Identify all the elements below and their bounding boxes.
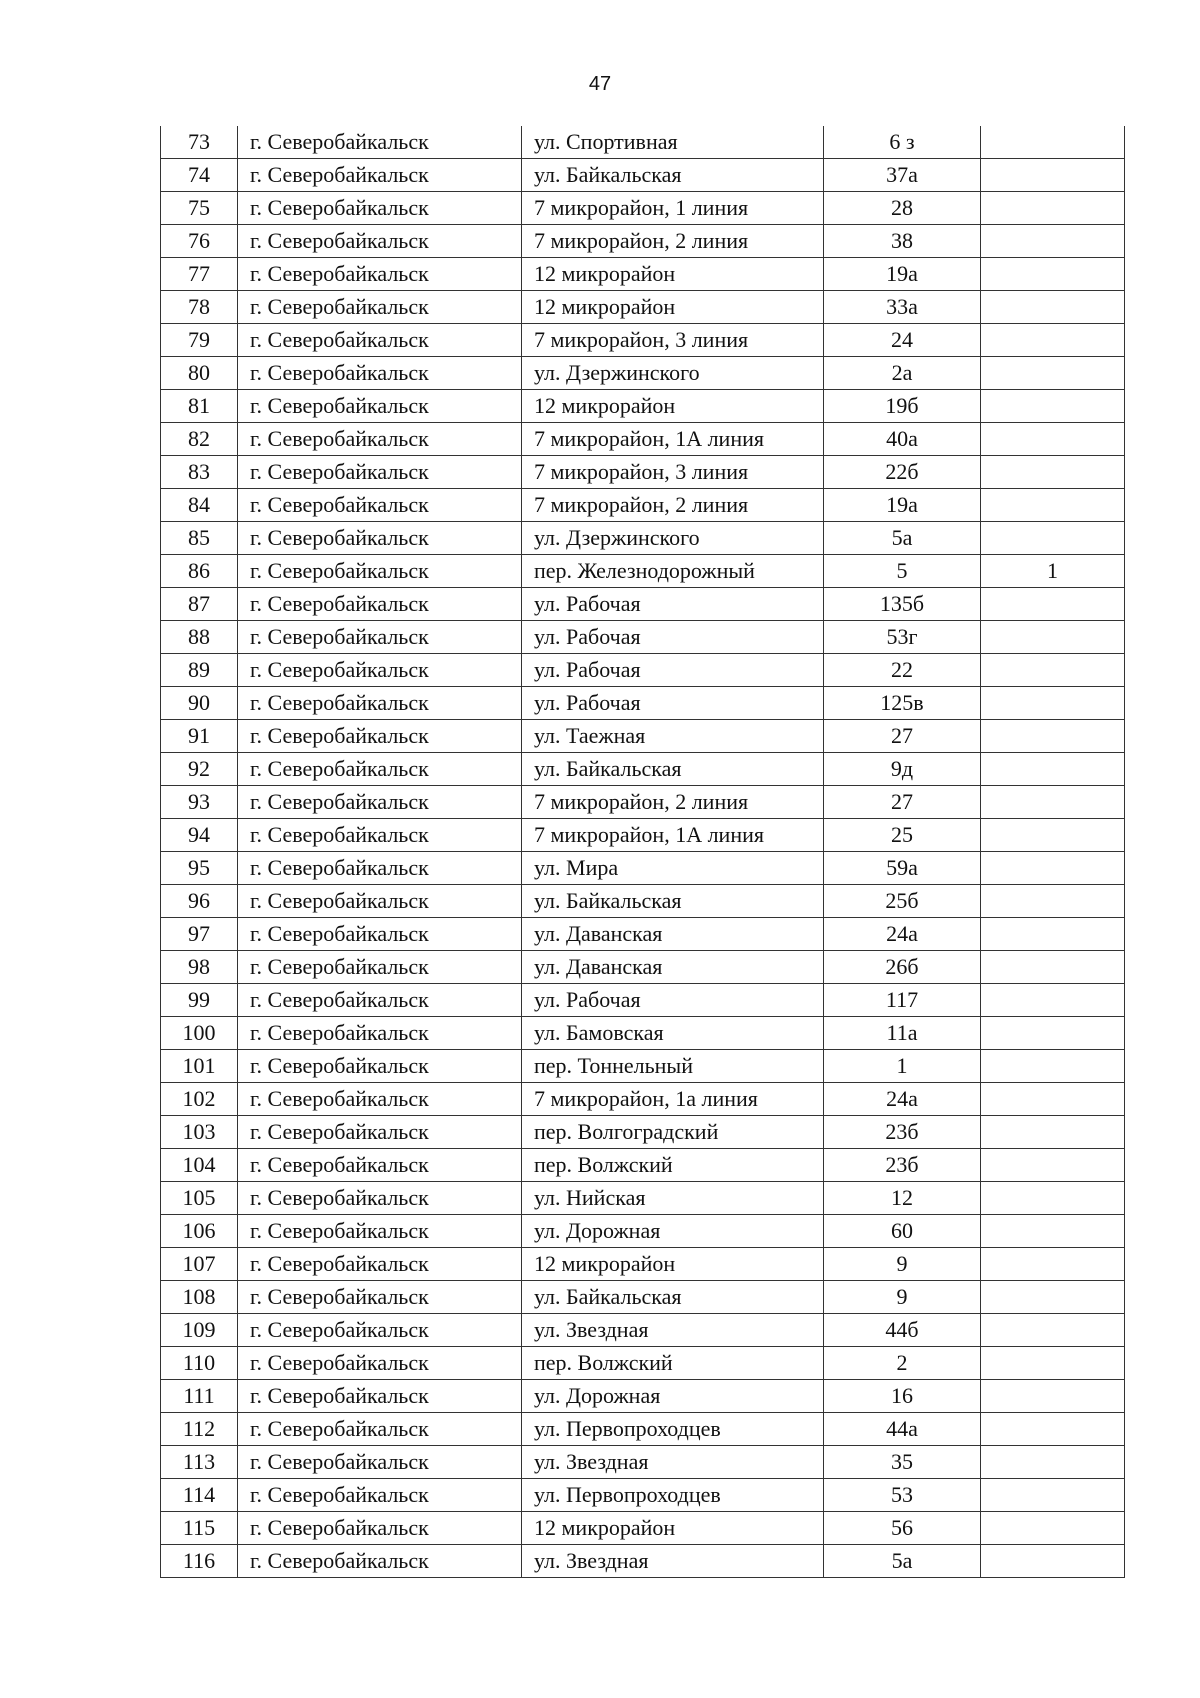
table-row	[161, 1149, 1125, 1182]
table-row	[161, 192, 1125, 225]
extra-cell	[981, 885, 1125, 918]
table-row	[161, 1380, 1125, 1413]
city-cell: г. Северобайкальск	[238, 489, 522, 522]
extra-cell	[981, 390, 1125, 423]
street-cell: 7 микрорайон, 1а линия	[522, 1083, 824, 1116]
table-row	[161, 1116, 1125, 1149]
row-number-cell: 85	[161, 522, 238, 555]
house-number-cell: 24а	[824, 918, 981, 951]
extra-cell	[981, 1083, 1125, 1116]
house-number-cell: 11а	[824, 1017, 981, 1050]
street-cell: 12 микрорайон	[522, 390, 824, 423]
row-number-cell: 79	[161, 324, 238, 357]
table-row	[161, 1446, 1125, 1479]
city-cell: г. Северобайкальск	[238, 1215, 522, 1248]
table-row	[161, 1083, 1125, 1116]
extra-cell	[981, 1479, 1125, 1512]
street-cell: ул. Звездная	[522, 1446, 824, 1479]
street-cell: ул. Звездная	[522, 1545, 824, 1578]
city-cell: г. Северобайкальск	[238, 357, 522, 390]
street-cell: ул. Спортивная	[522, 126, 824, 159]
row-number-cell: 93	[161, 786, 238, 819]
street-cell: 12 микрорайон	[522, 1248, 824, 1281]
street-cell: пер. Волгоградский	[522, 1116, 824, 1149]
street-cell: 7 микрорайон, 1 линия	[522, 192, 824, 225]
house-number-cell: 56	[824, 1512, 981, 1545]
row-number-cell: 82	[161, 423, 238, 456]
row-number-cell: 115	[161, 1512, 238, 1545]
city-cell: г. Северобайкальск	[238, 786, 522, 819]
street-cell: 12 микрорайон	[522, 258, 824, 291]
extra-cell	[981, 225, 1125, 258]
row-number-cell: 95	[161, 852, 238, 885]
row-number-cell: 74	[161, 159, 238, 192]
row-number-cell: 110	[161, 1347, 238, 1380]
row-number-cell: 107	[161, 1248, 238, 1281]
row-number-cell: 90	[161, 687, 238, 720]
table-row	[161, 786, 1125, 819]
house-number-cell: 28	[824, 192, 981, 225]
street-cell: ул. Нийская	[522, 1182, 824, 1215]
street-cell: пер. Волжский	[522, 1347, 824, 1380]
street-cell: ул. Первопроходцев	[522, 1413, 824, 1446]
house-number-cell: 44а	[824, 1413, 981, 1446]
street-cell: ул. Дорожная	[522, 1215, 824, 1248]
city-cell: г. Северобайкальск	[238, 291, 522, 324]
extra-cell	[981, 819, 1125, 852]
street-cell: 12 микрорайон	[522, 1512, 824, 1545]
table-row	[161, 1512, 1125, 1545]
extra-cell	[981, 720, 1125, 753]
extra-cell	[981, 1281, 1125, 1314]
table-row	[161, 1281, 1125, 1314]
city-cell: г. Северобайкальск	[238, 1413, 522, 1446]
extra-cell	[981, 786, 1125, 819]
table-row	[161, 390, 1125, 423]
table-row	[161, 654, 1125, 687]
house-number-cell: 12	[824, 1182, 981, 1215]
street-cell: ул. Дзержинского	[522, 357, 824, 390]
city-cell: г. Северобайкальск	[238, 819, 522, 852]
street-cell: ул. Дорожная	[522, 1380, 824, 1413]
table-row	[161, 291, 1125, 324]
city-cell: г. Северобайкальск	[238, 753, 522, 786]
extra-cell	[981, 918, 1125, 951]
table-row	[161, 1182, 1125, 1215]
extra-cell	[981, 654, 1125, 687]
row-number-cell: 73	[161, 126, 238, 159]
street-cell: пер. Волжский	[522, 1149, 824, 1182]
row-number-cell: 75	[161, 192, 238, 225]
city-cell: г. Северобайкальск	[238, 126, 522, 159]
city-cell: г. Северобайкальск	[238, 258, 522, 291]
house-number-cell: 125в	[824, 687, 981, 720]
house-number-cell: 44б	[824, 1314, 981, 1347]
row-number-cell: 106	[161, 1215, 238, 1248]
street-cell: пер. Тоннельный	[522, 1050, 824, 1083]
extra-cell	[981, 852, 1125, 885]
city-cell: г. Северобайкальск	[238, 555, 522, 588]
city-cell: г. Северобайкальск	[238, 423, 522, 456]
house-number-cell: 5а	[824, 1545, 981, 1578]
city-cell: г. Северобайкальск	[238, 1347, 522, 1380]
table-row	[161, 357, 1125, 390]
row-number-cell: 103	[161, 1116, 238, 1149]
street-cell: ул. Даванская	[522, 951, 824, 984]
house-number-cell: 135б	[824, 588, 981, 621]
house-number-cell: 35	[824, 1446, 981, 1479]
street-cell: ул. Байкальская	[522, 753, 824, 786]
row-number-cell: 81	[161, 390, 238, 423]
table-row	[161, 852, 1125, 885]
row-number-cell: 84	[161, 489, 238, 522]
street-cell: ул. Байкальская	[522, 885, 824, 918]
house-number-cell: 9д	[824, 753, 981, 786]
table-row	[161, 918, 1125, 951]
table-row	[161, 1413, 1125, 1446]
street-cell: ул. Байкальская	[522, 159, 824, 192]
table-row	[161, 1479, 1125, 1512]
extra-cell	[981, 489, 1125, 522]
extra-cell	[981, 456, 1125, 489]
city-cell: г. Северобайкальск	[238, 192, 522, 225]
city-cell: г. Северобайкальск	[238, 1248, 522, 1281]
street-cell: ул. Первопроходцев	[522, 1479, 824, 1512]
extra-cell	[981, 1413, 1125, 1446]
row-number-cell: 77	[161, 258, 238, 291]
street-cell: 12 микрорайон	[522, 291, 824, 324]
row-number-cell: 97	[161, 918, 238, 951]
city-cell: г. Северобайкальск	[238, 1512, 522, 1545]
city-cell: г. Северобайкальск	[238, 456, 522, 489]
house-number-cell: 22	[824, 654, 981, 687]
city-cell: г. Северобайкальск	[238, 1116, 522, 1149]
street-cell: ул. Рабочая	[522, 687, 824, 720]
city-cell: г. Северобайкальск	[238, 324, 522, 357]
house-number-cell: 5а	[824, 522, 981, 555]
table-row	[161, 1314, 1125, 1347]
house-number-cell: 38	[824, 225, 981, 258]
row-number-cell: 109	[161, 1314, 238, 1347]
city-cell: г. Северобайкальск	[238, 1545, 522, 1578]
table-row	[161, 1017, 1125, 1050]
extra-cell	[981, 753, 1125, 786]
house-number-cell: 23б	[824, 1149, 981, 1182]
table-row	[161, 984, 1125, 1017]
street-cell: ул. Дзержинского	[522, 522, 824, 555]
city-cell: г. Северобайкальск	[238, 1182, 522, 1215]
extra-cell	[981, 1347, 1125, 1380]
extra-cell	[981, 1182, 1125, 1215]
row-number-cell: 76	[161, 225, 238, 258]
row-number-cell: 104	[161, 1149, 238, 1182]
table-row	[161, 456, 1125, 489]
extra-cell	[981, 1116, 1125, 1149]
table-row	[161, 753, 1125, 786]
house-number-cell: 22б	[824, 456, 981, 489]
street-cell: 7 микрорайон, 3 линия	[522, 456, 824, 489]
house-number-cell: 9	[824, 1281, 981, 1314]
city-cell: г. Северобайкальск	[238, 951, 522, 984]
house-number-cell: 40а	[824, 423, 981, 456]
extra-cell	[981, 126, 1125, 159]
page-number: 47	[588, 73, 612, 95]
table-row	[161, 588, 1125, 621]
city-cell: г. Северобайкальск	[238, 918, 522, 951]
house-number-cell: 33а	[824, 291, 981, 324]
row-number-cell: 94	[161, 819, 238, 852]
row-number-cell: 96	[161, 885, 238, 918]
house-number-cell: 59а	[824, 852, 981, 885]
row-number-cell: 102	[161, 1083, 238, 1116]
extra-cell	[981, 357, 1125, 390]
house-number-cell: 25	[824, 819, 981, 852]
house-number-cell: 19а	[824, 489, 981, 522]
street-cell: ул. Бамовская	[522, 1017, 824, 1050]
row-number-cell: 88	[161, 621, 238, 654]
table-row	[161, 489, 1125, 522]
city-cell: г. Северобайкальск	[238, 1314, 522, 1347]
table-row	[161, 1248, 1125, 1281]
table-row	[161, 951, 1125, 984]
house-number-cell: 2	[824, 1347, 981, 1380]
extra-cell	[981, 258, 1125, 291]
row-number-cell: 89	[161, 654, 238, 687]
table-row	[161, 555, 1125, 588]
house-number-cell: 19б	[824, 390, 981, 423]
street-cell: ул. Таежная	[522, 720, 824, 753]
address-table-body	[161, 126, 1125, 1578]
street-cell: ул. Мира	[522, 852, 824, 885]
extra-cell	[981, 951, 1125, 984]
row-number-cell: 111	[161, 1380, 238, 1413]
row-number-cell: 112	[161, 1413, 238, 1446]
city-cell: г. Северобайкальск	[238, 1017, 522, 1050]
city-cell: г. Северобайкальск	[238, 522, 522, 555]
house-number-cell: 23б	[824, 1116, 981, 1149]
table-row	[161, 324, 1125, 357]
row-number-cell: 99	[161, 984, 238, 1017]
city-cell: г. Северобайкальск	[238, 1050, 522, 1083]
table-row	[161, 522, 1125, 555]
city-cell: г. Северобайкальск	[238, 225, 522, 258]
table-row	[161, 819, 1125, 852]
row-number-cell: 83	[161, 456, 238, 489]
table-row	[161, 1050, 1125, 1083]
city-cell: г. Северобайкальск	[238, 885, 522, 918]
city-cell: г. Северобайкальск	[238, 1446, 522, 1479]
row-number-cell: 92	[161, 753, 238, 786]
city-cell: г. Северобайкальск	[238, 1083, 522, 1116]
row-number-cell: 100	[161, 1017, 238, 1050]
extra-cell	[981, 423, 1125, 456]
house-number-cell: 1	[824, 1050, 981, 1083]
street-cell: ул. Рабочая	[522, 984, 824, 1017]
street-cell: ул. Звездная	[522, 1314, 824, 1347]
extra-cell	[981, 1380, 1125, 1413]
house-number-cell: 19а	[824, 258, 981, 291]
street-cell: 7 микрорайон, 2 линия	[522, 786, 824, 819]
city-cell: г. Северобайкальск	[238, 159, 522, 192]
table-row	[161, 258, 1125, 291]
house-number-cell: 16	[824, 1380, 981, 1413]
table-row	[161, 1215, 1125, 1248]
city-cell: г. Северобайкальск	[238, 1149, 522, 1182]
house-number-cell: 6 з	[824, 126, 981, 159]
city-cell: г. Северобайкальск	[238, 687, 522, 720]
city-cell: г. Северобайкальск	[238, 984, 522, 1017]
house-number-cell: 9	[824, 1248, 981, 1281]
street-cell: ул. Рабочая	[522, 654, 824, 687]
table-row	[161, 159, 1125, 192]
row-number-cell: 113	[161, 1446, 238, 1479]
city-cell: г. Северобайкальск	[238, 654, 522, 687]
house-number-cell: 53г	[824, 621, 981, 654]
street-cell: 7 микрорайон, 1А линия	[522, 819, 824, 852]
row-number-cell: 78	[161, 291, 238, 324]
row-number-cell: 101	[161, 1050, 238, 1083]
row-number-cell: 114	[161, 1479, 238, 1512]
city-cell: г. Северобайкальск	[238, 720, 522, 753]
house-number-cell: 27	[824, 786, 981, 819]
table-row	[161, 1545, 1125, 1578]
extra-cell: 1	[981, 555, 1125, 588]
extra-cell	[981, 1248, 1125, 1281]
table-row	[161, 423, 1125, 456]
extra-cell	[981, 324, 1125, 357]
row-number-cell: 108	[161, 1281, 238, 1314]
city-cell: г. Северобайкальск	[238, 390, 522, 423]
table-row	[161, 720, 1125, 753]
extra-cell	[981, 1314, 1125, 1347]
extra-cell	[981, 621, 1125, 654]
extra-cell	[981, 522, 1125, 555]
extra-cell	[981, 291, 1125, 324]
extra-cell	[981, 1545, 1125, 1578]
house-number-cell: 117	[824, 984, 981, 1017]
city-cell: г. Северобайкальск	[238, 1380, 522, 1413]
house-number-cell: 24	[824, 324, 981, 357]
extra-cell	[981, 192, 1125, 225]
street-cell: ул. Рабочая	[522, 621, 824, 654]
street-cell: 7 микрорайон, 1А линия	[522, 423, 824, 456]
house-number-cell: 25б	[824, 885, 981, 918]
extra-cell	[981, 588, 1125, 621]
house-number-cell: 5	[824, 555, 981, 588]
extra-cell	[981, 1149, 1125, 1182]
table-row	[161, 621, 1125, 654]
house-number-cell: 26б	[824, 951, 981, 984]
street-cell: 7 микрорайон, 2 линия	[522, 225, 824, 258]
house-number-cell: 53	[824, 1479, 981, 1512]
extra-cell	[981, 1512, 1125, 1545]
house-number-cell: 24а	[824, 1083, 981, 1116]
city-cell: г. Северобайкальск	[238, 621, 522, 654]
extra-cell	[981, 1050, 1125, 1083]
house-number-cell: 2а	[824, 357, 981, 390]
city-cell: г. Северобайкальск	[238, 588, 522, 621]
city-cell: г. Северобайкальск	[238, 1479, 522, 1512]
street-cell: пер. Железнодорожный	[522, 555, 824, 588]
extra-cell	[981, 984, 1125, 1017]
street-cell: ул. Даванская	[522, 918, 824, 951]
extra-cell	[981, 159, 1125, 192]
extra-cell	[981, 1017, 1125, 1050]
extra-cell	[981, 1446, 1125, 1479]
row-number-cell: 91	[161, 720, 238, 753]
table-row	[161, 885, 1125, 918]
table-row	[161, 225, 1125, 258]
street-cell: ул. Байкальская	[522, 1281, 824, 1314]
table-row	[161, 126, 1125, 159]
street-cell: 7 микрорайон, 2 линия	[522, 489, 824, 522]
row-number-cell: 80	[161, 357, 238, 390]
address-table	[160, 126, 1125, 1578]
extra-cell	[981, 1215, 1125, 1248]
table-row	[161, 687, 1125, 720]
city-cell: г. Северобайкальск	[238, 1281, 522, 1314]
street-cell: 7 микрорайон, 3 линия	[522, 324, 824, 357]
city-cell: г. Северобайкальск	[238, 852, 522, 885]
house-number-cell: 27	[824, 720, 981, 753]
row-number-cell: 105	[161, 1182, 238, 1215]
row-number-cell: 116	[161, 1545, 238, 1578]
row-number-cell: 86	[161, 555, 238, 588]
house-number-cell: 60	[824, 1215, 981, 1248]
extra-cell	[981, 687, 1125, 720]
street-cell: ул. Рабочая	[522, 588, 824, 621]
table-row	[161, 1347, 1125, 1380]
house-number-cell: 37а	[824, 159, 981, 192]
row-number-cell: 98	[161, 951, 238, 984]
row-number-cell: 87	[161, 588, 238, 621]
